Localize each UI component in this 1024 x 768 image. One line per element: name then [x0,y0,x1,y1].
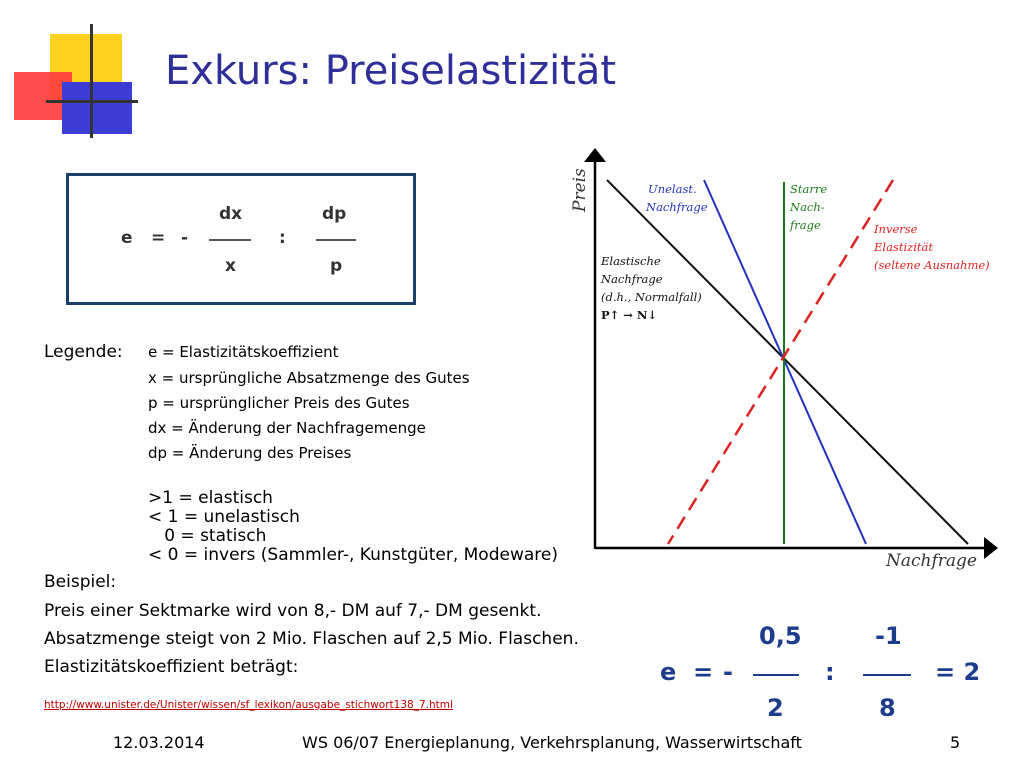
legend-item: x = ursprüngliche Absatzmenge des Gutes [148,369,470,387]
y-axis-arrow-icon [584,148,606,162]
formula-p: p [330,256,343,276]
example-numerator-1: 0,5 [759,622,802,650]
formula-dx: dx [219,204,243,224]
formula-fraction-bar-2 [316,239,356,241]
formula-box [66,173,416,305]
logo-blue-square [62,82,132,134]
elastic-label: Elastische [601,254,661,268]
elasticity-rule: >1 = elastisch [148,488,273,508]
formula-equals: = [151,228,166,248]
elasticity-diagram [560,140,1010,580]
formula-x: x [225,256,236,276]
logo-horizontal-line [46,100,138,103]
elastic-label: (d.h., Normalfall) [601,290,702,304]
legend-item: dx = Änderung der Nachfragemenge [148,419,426,437]
elastic-label: Nachfrage [601,272,663,286]
unelastic-label: Nachfrage [646,200,708,214]
formula-e: e [121,228,133,248]
example-fraction-bar-2 [863,674,911,676]
formula-colon: : [279,228,286,248]
footer-date: 12.03.2014 [113,733,205,752]
formula-fraction-bar-1 [209,239,251,241]
example-line: Absatzmenge steigt von 2 Mio. Flaschen auf 2,5 Mio. Flaschen. [44,629,579,649]
formula-minus: - [181,228,189,248]
source-link[interactable]: http://www.unister.de/Unister/wissen/sf_lexikon/ausgabe_stichwort138_7.html [44,699,453,711]
unelastic-label: Unelast. [648,182,697,196]
rigid-label: Starre [790,182,828,196]
x-axis-arrow-icon [984,537,998,559]
example-formula-e: e [660,658,677,686]
inverse-elasticity-line [668,180,893,544]
example-line: Preis einer Sektmarke wird von 8,- DM auf 7,- DM gesenkt. [44,601,542,621]
footer-page-number: 5 [950,733,961,752]
inverse-label: Inverse [874,222,918,236]
logo-vertical-line [90,24,93,138]
elasticity-rule: < 1 = unelastisch [148,507,300,527]
elasticity-rule: < 0 = invers (Sammler-, Kunstgüter, Modeware) [148,545,558,565]
example-heading: Beispiel: [44,572,117,592]
example-formula [655,620,995,725]
slide-title: Exkurs: Preiselastizität [165,48,617,94]
example-formula-equals: = [693,658,714,686]
example-formula-colon: : [825,658,835,686]
example-numerator-2: -1 [875,622,902,650]
example-denominator-1: 2 [767,694,784,722]
example-fraction-bar-1 [753,674,799,676]
formula-dp: dp [322,204,347,224]
elastic-label-rule: P↑ → N↓ [601,308,658,322]
legend-item: p = ursprünglicher Preis des Gutes [148,394,410,412]
rigid-label: Nach- [790,200,825,214]
elasticity-rule: 0 = statisch [148,526,267,546]
example-line: Elastizitätskoeffizient beträgt: [44,657,299,677]
example-denominator-2: 8 [879,694,896,722]
footer-course: WS 06/07 Energieplanung, Verkehrsplanung, Wasserwirtschaft [302,733,802,752]
example-result: = 2 [935,658,981,686]
legend-item: dp = Änderung des Preises [148,444,352,462]
legend-label: Legende: [44,342,123,362]
y-axis-label: Preis [570,168,590,212]
example-formula-minus: - [723,658,733,686]
rigid-label: frage [790,218,821,232]
legend-item: e = Elastizitätskoeffizient [148,343,339,361]
x-axis-label: Nachfrage [886,551,977,571]
inverse-label: (seltene Ausnahme) [874,258,990,272]
inverse-label: Elastizität [874,240,933,254]
